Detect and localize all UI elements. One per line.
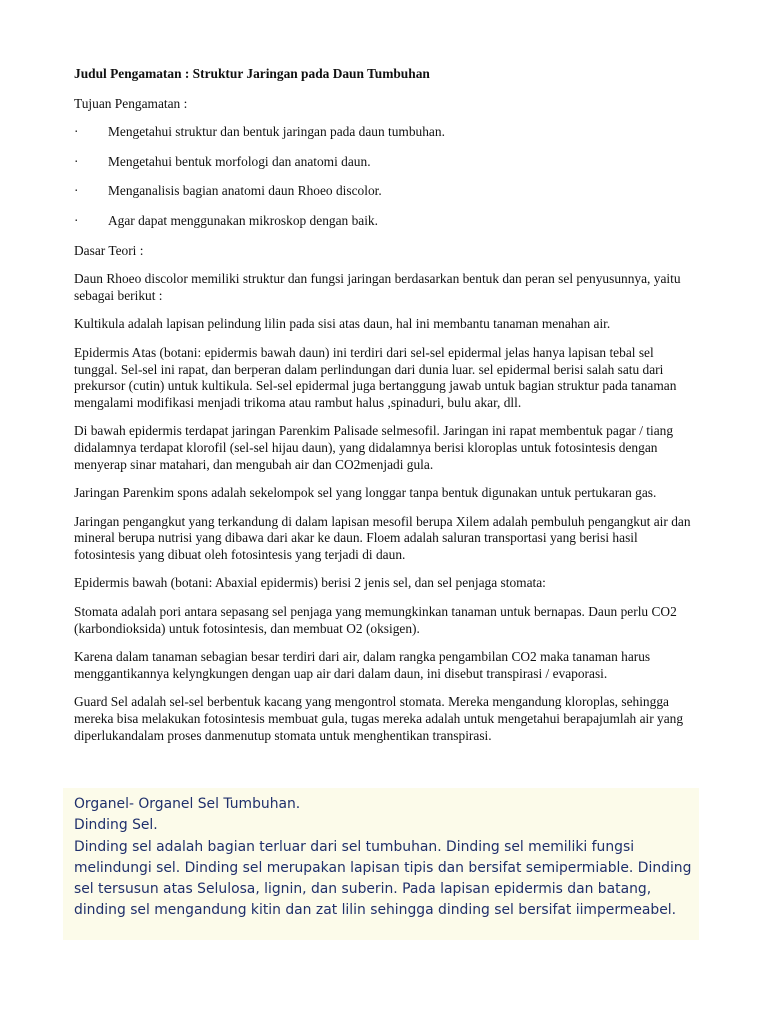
- paragraph: Epidermis bawah (botani: Abaxial epidermis) berisi 2 jenis sel, dan sel penjaga stomata:: [74, 575, 546, 591]
- tujuan-item: [74, 154, 694, 171]
- bullet-mark: ·: [74, 183, 79, 199]
- section-heading: Organel- Organel Sel Tumbuhan.: [74, 796, 301, 812]
- tujuan-item: [74, 213, 694, 230]
- section-subheading: Dinding Sel.: [74, 817, 158, 834]
- document-title: Judul Pengamatan : Struktur Jaringan pada Daun Tumbuhan: [74, 66, 430, 81]
- paragraph: Epidermis Atas (botani: epidermis bawah daun) ini terdiri dari sel-sel epidermal jelas hanya lapisan tebal sel tunggal. Sel-sel ini rapat, dan berperan dalam perlindungan dari dunia luar. sel epidermal berisi salah satu dari prekursor (cutin) untuk kultikula. Sel-sel epidermal juga bertanggung jawab untuk bagian struktur pada tanaman mengalami modifikasi menjadi trikoma atau rambut halus ,spinaduri, bulu akar, dll.: [74, 344, 677, 410]
- paragraph: Jaringan pengangkut yang terkandung di dalam lapisan mesofil berupa Xilem adalah pembuluh pengangkut air dan mineral berupa nutrisi yang dibawa dari akar ke daun. Floem adalah saluran transportasi yang berisi hasil fotosintesis yang dibuat oleh fotosintesis yang terjadi di daun.: [74, 513, 691, 562]
- tujuan-item: [74, 124, 694, 141]
- bullet-mark: ·: [74, 124, 79, 140]
- document-body: [74, 66, 694, 756]
- tujuan-label: Tujuan Pengamatan :: [74, 95, 188, 111]
- paragraph: Guard Sel adalah sel-sel berbentuk kacang yang mengontrol stomata. Mereka mengandung kloroplas, sehingga mereka bisa melakukan fotosintesis membuat gula, tugas mereka adalah untuk mengetahui berapajumlah air yang diperlukandalam proses danmenutup stomata untuk menghentikan transpirasi.: [74, 694, 684, 743]
- tujuan-item-text: Mengetahui struktur dan bentuk jaringan pada daun tumbuhan.: [108, 124, 445, 140]
- paragraph: Di bawah epidermis terdapat jaringan Parenkim Palisade selmesofil. Jaringan ini rapat membentuk pagar / tiang didalamnya terdapat klorofil (sel-sel hijau daun), yang didalamnya berisi kloroplas untuk fotosintesis dengan menyerap sinar matahari, dan mengubah air dan CO2menjadi gula.: [74, 423, 674, 472]
- organel-section: [74, 794, 694, 922]
- section-body: Dinding sel adalah bagian terluar dari sel tumbuhan. Dinding sel memiliki fungsi melindungi sel. Dinding sel merupakan lapisan tipis dan bersifat semipermiable. Dinding sel tersusun atas Selulosa, lignin, dan suberin. Pada lapisan epidermis dan batang, dinding sel mengandung kitin dan zat lilin sehingga dinding sel bersifat iimpermeabel.: [74, 838, 692, 919]
- paragraph: Karena dalam tanaman sebagian besar terdiri dari air, dalam rangka pengambilan CO2 maka tanaman harus menggantikannya kelyngkungen dengan uap air dari dalam daun, ini disebut transpirasi / evaporasi.: [74, 649, 651, 681]
- tujuan-item-text: Menganalisis bagian anatomi daun Rhoeo discolor.: [108, 183, 382, 199]
- bullet-mark: ·: [74, 212, 79, 228]
- tujuan-item: [74, 183, 694, 200]
- paragraph: Daun Rhoeo discolor memiliki struktur dan fungsi jaringan berdasarkan bentuk dan peran sel penyusunnya, yaitu sebagai berikut :: [74, 271, 681, 303]
- bullet-mark: ·: [74, 153, 79, 169]
- tujuan-item-text: Agar dapat menggunakan mikroskop dengan baik.: [108, 212, 378, 228]
- tujuan-item-text: Mengetahui bentuk morfologi dan anatomi daun.: [108, 153, 371, 169]
- paragraph: Kultikula adalah lapisan pelindung lilin pada sisi atas daun, hal ini membantu tanaman menahan air.: [74, 316, 611, 332]
- paragraph: Jaringan Parenkim spons adalah sekelompok sel yang longgar tanpa bentuk digunakan untuk pertukaran gas.: [74, 485, 657, 501]
- dasar-teori-label: Dasar Teori :: [74, 242, 144, 258]
- paragraph: Stomata adalah pori antara sepasang sel penjaga yang memungkinkan tanaman untuk bernapas. Daun perlu CO2 (karbondioksida) untuk fotosintesis, dan membuat O2 (oksigen).: [74, 604, 677, 636]
